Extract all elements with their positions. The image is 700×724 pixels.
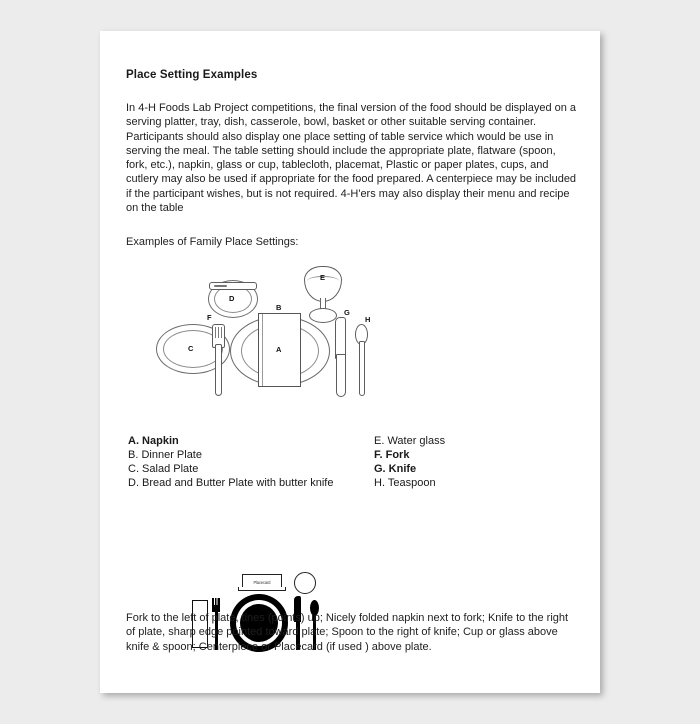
knife-icon <box>334 317 345 395</box>
butter-knife-icon <box>209 282 257 290</box>
label-b: B <box>276 303 282 313</box>
legend-item: E. Water glass <box>374 435 446 448</box>
label-d: D <box>229 294 235 304</box>
legend-item: A. Napkin <box>128 435 179 448</box>
legend-right-column <box>374 434 445 490</box>
glass-icon <box>294 572 316 594</box>
legend-item: G. Knife <box>374 463 417 476</box>
document-page <box>100 31 600 693</box>
legend-item: D. Bread and Butter Plate with butter knife <box>128 477 334 490</box>
placecard-stand-icon <box>238 587 286 591</box>
placecard-label: Placecard <box>253 579 271 586</box>
page-title: Place Setting Examples <box>126 69 258 81</box>
legend-item: C. Salad Plate <box>128 463 199 476</box>
fork-icon <box>212 324 223 394</box>
label-h: H <box>365 315 371 325</box>
label-g: G <box>344 308 350 318</box>
legend-item: F. Fork <box>374 449 410 462</box>
label-e: E <box>320 273 326 283</box>
label-a: A <box>276 345 282 355</box>
legend-item: H. Teaspoon <box>374 477 436 490</box>
label-f: F <box>207 313 212 323</box>
intro-paragraph: In 4-H Foods Lab Project competitions, the final version of the food should be displayed on a serving platter, tray, dish, casserole, bowl, basket or other suitable serving container. Participants should also display one place setting of table service which would be use in serving the meal. The table setting should include the appropriate plate, flatware (spoon, fork, etc.), napkin, glass or cup, tablecloth, placemat, Plastic or paper plates, cups, and cutlery may also be used if appropriate for the food prepared. A centerpiece may be included if the participant wishes, but is not required. 4-H'ers may also display their menu and recipe on the table <box>126 102 577 215</box>
legend <box>126 434 578 494</box>
legend-item: B. Dinner Plate <box>128 449 202 462</box>
footer-note: Fork to the left of plate, tines (points) up; Nicely folded napkin next to fork; Knife to the right of plate, sharp edge pointed toward plate; Spoon to the right of knife; Cup or glass above knife & spoon; Centerpiece or Placecard (if used ) above plate. <box>126 612 569 653</box>
legend-left-column <box>128 434 333 490</box>
teaspoon-icon <box>355 324 366 394</box>
document-content <box>126 69 578 658</box>
label-c: C <box>188 344 194 354</box>
examples-subheading: Examples of Family Place Settings: <box>126 236 299 249</box>
place-setting-diagram-outline <box>152 262 392 412</box>
